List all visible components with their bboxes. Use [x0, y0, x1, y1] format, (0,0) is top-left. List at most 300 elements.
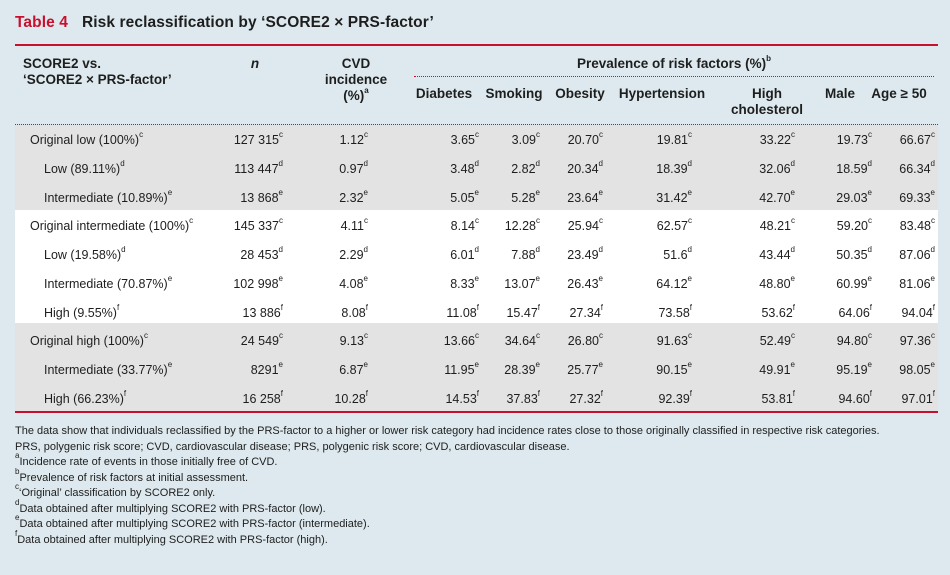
cell-obesity-footnote: c: [599, 215, 603, 225]
cell-obesity-value: 23.49: [567, 248, 599, 262]
cell-hypertension: [656, 359, 692, 377]
row-label-footnote: e: [167, 273, 173, 283]
table-row: [15, 385, 938, 414]
cell-hypertension: [658, 388, 692, 406]
cell-hypertension: [656, 273, 692, 291]
header-n: n: [250, 56, 260, 71]
row-label-footnote: d: [120, 158, 125, 168]
cell-male-footnote: e: [867, 187, 872, 197]
cell-smoking-value: 28.39: [504, 363, 536, 377]
cell-hypertension-footnote: e: [687, 273, 692, 283]
cell-cvd-incidence-footnote: e: [363, 359, 368, 369]
cell-n-footnote: d: [278, 244, 283, 254]
footnote-b-mark: b: [15, 466, 20, 476]
cell-hypertension-footnote: f: [689, 388, 692, 398]
header-diabetes: Diabetes: [415, 86, 473, 101]
row-label-text: High (66.23%): [44, 392, 124, 406]
cell-age-50-footnote: d: [930, 158, 935, 168]
cell-cvd-incidence: [339, 129, 368, 147]
cell-smoking: [506, 388, 540, 406]
cell-diabetes-value: 14.53: [445, 392, 477, 406]
cell-age-50: [901, 302, 935, 320]
cell-age-50-value: 81.06: [899, 277, 931, 291]
cell-age-50-footnote: c: [931, 215, 935, 225]
cell-diabetes-value: 13.66: [443, 334, 475, 348]
row-label: [44, 302, 120, 320]
cell-cvd-incidence-footnote: c: [364, 215, 368, 225]
cell-diabetes: [445, 388, 479, 406]
cell-age-50: [899, 244, 935, 262]
cell-male: [836, 359, 872, 377]
cell-high-cholesterol: [761, 302, 795, 320]
cell-diabetes: [450, 129, 479, 147]
cell-male: [836, 273, 872, 291]
cell-high-cholesterol-value: 49.91: [759, 363, 791, 377]
cell-obesity-footnote: e: [598, 359, 603, 369]
footnote-f-mark: f: [15, 528, 18, 538]
cell-high-cholesterol-footnote: e: [790, 273, 795, 283]
cell-male-value: 94.80: [836, 334, 868, 348]
cell-diabetes-footnote: e: [474, 359, 479, 369]
cell-obesity-footnote: c: [599, 330, 603, 340]
cell-obesity-value: 27.34: [569, 306, 601, 320]
prevalence-rule: [414, 76, 934, 77]
cell-male: [836, 187, 872, 205]
cell-high-cholesterol-value: 33.22: [759, 133, 791, 147]
cell-hypertension: [656, 158, 692, 176]
cell-high-cholesterol-footnote: c: [791, 129, 795, 139]
header-group-line2: ‘SCORE2 × PRS-factor’: [23, 72, 172, 87]
cell-age-50-value: 97.36: [899, 334, 931, 348]
table-row: [15, 212, 938, 241]
cell-obesity-value: 25.77: [567, 363, 599, 377]
header-cholesterol-line1: High: [752, 86, 782, 101]
row-label-footnote: c: [189, 215, 194, 225]
cell-age-50-footnote: e: [930, 273, 935, 283]
cell-high-cholesterol: [759, 158, 795, 176]
cell-cvd-incidence: [339, 187, 368, 205]
cell-smoking-footnote: e: [535, 187, 540, 197]
header-age: Age ≥ 50: [871, 86, 927, 101]
cell-cvd-incidence-value: 10.28: [334, 392, 366, 406]
cell-obesity: [567, 158, 603, 176]
cell-cvd-incidence-value: 6.87: [339, 363, 364, 377]
cell-obesity-footnote: e: [598, 187, 603, 197]
cell-cvd-incidence: [339, 158, 368, 176]
cell-high-cholesterol: [759, 215, 795, 233]
cell-age-50: [899, 273, 935, 291]
cell-high-cholesterol-value: 42.70: [759, 191, 791, 205]
row-label-text: Original high (100%): [30, 334, 144, 348]
cell-diabetes: [450, 215, 479, 233]
cell-n-footnote: e: [278, 273, 283, 283]
header-obesity: Obesity: [555, 86, 605, 101]
cell-high-cholesterol-value: 32.06: [759, 162, 791, 176]
cell-cvd-incidence: [339, 359, 368, 377]
cell-male-value: 29.03: [836, 191, 868, 205]
header-group: [23, 56, 172, 88]
cell-obesity: [569, 302, 603, 320]
row-label-text: Intermediate (70.87%): [44, 277, 168, 291]
row-label: [44, 388, 127, 406]
row-label-footnote: e: [167, 359, 173, 369]
cell-cvd-incidence-footnote: e: [363, 187, 368, 197]
cell-diabetes-footnote: c: [475, 330, 479, 340]
cell-high-cholesterol: [759, 359, 795, 377]
header-cholesterol-line2: cholesterol: [730, 102, 804, 117]
cell-male: [836, 158, 872, 176]
cell-hypertension-footnote: c: [688, 129, 692, 139]
footnote-d-text: Data obtained after multiplying SCORE2 with PRS-factor (low).: [19, 502, 326, 515]
cell-male-footnote: c: [868, 215, 872, 225]
cell-smoking-value: 7.88: [511, 248, 536, 262]
cell-smoking-footnote: c: [536, 129, 540, 139]
cell-diabetes: [450, 158, 479, 176]
cell-high-cholesterol-footnote: f: [792, 388, 795, 398]
table-row: [15, 270, 938, 299]
cell-male-value: 18.59: [836, 162, 868, 176]
cell-cvd-incidence: [334, 388, 368, 406]
table-row: [15, 356, 938, 385]
table-row: [15, 184, 938, 213]
cell-diabetes: [450, 273, 479, 291]
cell-age-50-value: 97.01: [901, 392, 933, 406]
cell-age-50: [901, 388, 935, 406]
header-smoking: Smoking: [485, 86, 543, 101]
row-label: [44, 244, 126, 262]
footnote-e: [15, 513, 940, 533]
cell-age-50-value: 94.04: [901, 306, 933, 320]
cell-n-value: 102 998: [233, 277, 279, 291]
cell-male: [836, 215, 872, 233]
cell-cvd-incidence-footnote: c: [364, 129, 368, 139]
cell-n: [233, 215, 283, 233]
cell-smoking-footnote: f: [537, 302, 540, 312]
cell-diabetes-footnote: c: [475, 215, 479, 225]
cell-diabetes-value: 3.48: [450, 162, 475, 176]
cell-high-cholesterol-value: 53.62: [761, 306, 793, 320]
footnote-abbreviations: PRS, polygenic risk score; CVD, cardiovascular disease; PRS, polygenic risk score; CVD, cardiovascular disease.: [15, 440, 570, 453]
cell-smoking-value: 13.07: [504, 277, 536, 291]
row-label-footnote: f: [116, 302, 120, 312]
cell-male-value: 50.35: [836, 248, 868, 262]
cell-high-cholesterol-footnote: e: [790, 187, 795, 197]
cell-smoking-value: 12.28: [504, 219, 536, 233]
cell-obesity: [567, 330, 603, 348]
footnote-b: [15, 466, 940, 487]
cell-n-value: 145 337: [233, 219, 279, 233]
table-row: [15, 241, 938, 270]
cell-age-50-value: 69.33: [899, 191, 931, 205]
cell-high-cholesterol-footnote: e: [790, 359, 795, 369]
cell-n-value: 24 549: [240, 334, 279, 348]
cell-diabetes-value: 8.14: [450, 219, 475, 233]
cell-male: [836, 244, 872, 262]
cell-diabetes-value: 11.08: [446, 306, 477, 320]
cell-n-footnote: d: [278, 158, 283, 168]
cell-hypertension-value: 73.58: [658, 306, 690, 320]
cell-diabetes: [444, 359, 479, 377]
cell-high-cholesterol-value: 43.44: [759, 248, 791, 262]
row-label-text: Low (19.58%): [44, 248, 122, 262]
cell-cvd-incidence: [339, 273, 368, 291]
cell-hypertension-footnote: d: [687, 244, 692, 254]
cell-cvd-incidence-footnote: f: [365, 302, 368, 312]
cell-high-cholesterol-footnote: f: [792, 302, 795, 312]
table-row: [15, 299, 938, 328]
cell-n: [233, 273, 283, 291]
cell-hypertension-footnote: e: [687, 359, 692, 369]
cell-diabetes-value: 11.95: [444, 363, 475, 377]
cell-n-value: 8291: [250, 363, 279, 377]
cell-male-value: 95.19: [836, 363, 868, 377]
cell-age-50-footnote: f: [932, 302, 935, 312]
header-male: Male: [824, 86, 855, 101]
footnote-c: [15, 482, 940, 502]
cell-smoking-footnote: e: [535, 359, 540, 369]
top-rule: [15, 44, 938, 46]
cell-obesity: [567, 244, 603, 262]
cell-obesity-footnote: d: [598, 244, 603, 254]
footnote-e-mark: e: [15, 513, 20, 523]
cell-n-footnote: f: [280, 302, 283, 312]
cell-smoking-footnote: d: [535, 244, 540, 254]
cell-male-footnote: c: [868, 330, 872, 340]
cell-smoking-footnote: f: [537, 388, 540, 398]
cell-cvd-incidence-footnote: d: [363, 158, 368, 168]
cell-n: [242, 302, 283, 320]
header-group-line1: SCORE2 vs.: [23, 56, 102, 71]
row-label-text: High (9.55%): [44, 306, 117, 320]
cell-hypertension: [656, 330, 692, 348]
footnote-e-text: Data obtained after multiplying SCORE2 with PRS-factor (intermediate).: [19, 518, 370, 530]
cell-n: [242, 388, 283, 406]
row-label: [30, 330, 148, 348]
cell-age-50-footnote: e: [930, 187, 935, 197]
cell-obesity-value: 20.34: [567, 162, 599, 176]
cell-diabetes-footnote: d: [474, 158, 479, 168]
cell-n-value: 13 868: [240, 191, 279, 205]
cell-age-50-footnote: c: [931, 129, 935, 139]
cell-high-cholesterol: [759, 273, 795, 291]
table-caption: [15, 14, 434, 32]
row-label: [44, 158, 125, 176]
cell-smoking: [504, 330, 540, 348]
cell-n-value: 16 258: [242, 392, 281, 406]
cell-male: [836, 129, 872, 147]
row-label-footnote: f: [123, 388, 127, 398]
cell-hypertension-footnote: d: [687, 158, 692, 168]
row-label-text: Original low (100%): [30, 133, 140, 147]
bottom-rule: [15, 411, 938, 413]
cell-hypertension-value: 19.81: [656, 133, 688, 147]
footnote-a: [15, 451, 940, 471]
cell-hypertension: [656, 187, 692, 205]
cell-n-value: 13 886: [242, 306, 281, 320]
header-prevalence-footnote: b: [766, 53, 771, 63]
row-label: [44, 359, 173, 377]
cell-smoking: [511, 187, 540, 205]
row-label: [30, 215, 194, 233]
table-row: [15, 327, 938, 356]
header-cvd-line1: CVD: [341, 56, 371, 71]
cell-high-cholesterol-footnote: d: [790, 244, 795, 254]
cell-age-50: [899, 187, 935, 205]
cell-smoking: [511, 158, 540, 176]
cell-hypertension-footnote: f: [689, 302, 692, 312]
row-label: [44, 187, 173, 205]
footnote-f-text: Data obtained after multiplying SCORE2 with PRS-factor (high).: [17, 533, 328, 546]
cell-male-footnote: c: [868, 129, 872, 139]
cell-smoking: [511, 129, 540, 147]
cell-male-footnote: d: [867, 244, 872, 254]
cell-cvd-incidence-value: 1.12: [339, 133, 364, 147]
cell-age-50-footnote: c: [931, 330, 935, 340]
cell-diabetes: [450, 244, 479, 262]
cell-obesity-value: 20.70: [567, 133, 599, 147]
cell-smoking-value: 3.09: [511, 133, 536, 147]
footnote-b-text: Prevalence of risk factors at initial assessment.: [19, 471, 249, 484]
cell-hypertension: [658, 302, 692, 320]
cell-male-footnote: f: [869, 388, 872, 398]
header-cholesterol: [722, 86, 812, 118]
row-label-text: Original intermediate (100%): [30, 219, 190, 233]
cell-smoking-value: 15.47: [506, 306, 538, 320]
cell-diabetes-footnote: e: [474, 273, 479, 283]
cell-obesity-value: 25.94: [567, 219, 599, 233]
table-title: Risk reclassification by ‘SCORE2 × PRS-factor’: [81, 14, 434, 31]
cell-smoking-value: 37.83: [506, 392, 538, 406]
header-hypertension: Hypertension: [618, 86, 706, 101]
table-footnotes: [15, 424, 940, 548]
cell-n: [250, 359, 283, 377]
row-label-text: Intermediate (33.77%): [44, 363, 168, 377]
cell-smoking: [504, 273, 540, 291]
cell-diabetes-value: 8.33: [450, 277, 475, 291]
cell-male-footnote: f: [869, 302, 872, 312]
cell-hypertension-value: 62.57: [656, 219, 688, 233]
cell-cvd-incidence-value: 8.08: [341, 306, 366, 320]
table-row: [15, 155, 938, 184]
cell-smoking-footnote: d: [535, 158, 540, 168]
cell-smoking-footnote: c: [536, 330, 540, 340]
cell-male-value: 59.20: [836, 219, 868, 233]
cell-male-value: 60.99: [836, 277, 868, 291]
cell-diabetes-value: 5.05: [450, 191, 475, 205]
cell-hypertension-value: 64.12: [656, 277, 688, 291]
footnote-c-text: ‘Original’ classification by SCORE2 only.: [19, 487, 216, 499]
cell-male: [838, 302, 872, 320]
cell-high-cholesterol: [759, 330, 795, 348]
cell-male: [836, 330, 872, 348]
cell-smoking-value: 5.28: [511, 191, 536, 205]
cell-high-cholesterol: [759, 129, 795, 147]
row-label-text: Intermediate (10.89%): [44, 191, 168, 205]
cell-diabetes-value: 6.01: [450, 248, 475, 262]
cell-high-cholesterol-footnote: c: [791, 215, 795, 225]
cell-age-50: [899, 359, 935, 377]
cell-obesity: [567, 273, 603, 291]
cell-hypertension-value: 91.63: [656, 334, 688, 348]
footnote-f: [15, 528, 940, 549]
cell-smoking-footnote: c: [536, 215, 540, 225]
cell-hypertension-value: 51.6: [663, 248, 688, 262]
row-label: [30, 129, 144, 147]
footnote-a-text: Incidence rate of events in those initially free of CVD.: [19, 456, 278, 468]
cell-diabetes-footnote: d: [474, 244, 479, 254]
cell-obesity-value: 27.32: [569, 392, 601, 406]
cell-male-footnote: e: [867, 359, 872, 369]
cell-cvd-incidence: [340, 215, 368, 233]
cell-cvd-incidence: [341, 302, 368, 320]
cell-obesity-footnote: f: [600, 302, 603, 312]
cell-age-50-value: 98.05: [899, 363, 931, 377]
header-cvd: [316, 56, 396, 104]
cell-cvd-incidence: [339, 244, 368, 262]
row-label-footnote: c: [143, 330, 148, 340]
cell-cvd-incidence-footnote: f: [365, 388, 368, 398]
cell-diabetes-footnote: e: [474, 187, 479, 197]
cell-hypertension-footnote: c: [688, 330, 692, 340]
cell-smoking: [506, 302, 540, 320]
header-cvd-line3: (%): [343, 88, 365, 103]
cell-n-footnote: c: [279, 215, 283, 225]
cell-diabetes-footnote: c: [475, 129, 479, 139]
row-label-text: Low (89.11%): [44, 162, 121, 176]
cell-male-footnote: d: [867, 158, 872, 168]
cell-high-cholesterol-footnote: d: [790, 158, 795, 168]
cell-n-value: 28 453: [240, 248, 279, 262]
header-prevalence: [414, 53, 934, 72]
cell-n: [240, 187, 283, 205]
cell-hypertension: [656, 129, 692, 147]
cell-smoking: [504, 215, 540, 233]
cell-high-cholesterol-footnote: c: [791, 330, 795, 340]
cell-high-cholesterol-value: 48.80: [759, 277, 791, 291]
cell-hypertension: [656, 215, 692, 233]
cell-n: [233, 129, 283, 147]
cell-hypertension: [663, 244, 692, 262]
cell-n: [234, 158, 283, 176]
cell-hypertension-value: 18.39: [656, 162, 688, 176]
cell-n-footnote: c: [279, 129, 283, 139]
cell-smoking-footnote: e: [535, 273, 540, 283]
cell-obesity: [567, 187, 603, 205]
cell-high-cholesterol: [759, 244, 795, 262]
cell-n-footnote: e: [278, 187, 283, 197]
cell-n-footnote: f: [280, 388, 283, 398]
row-label-footnote: c: [139, 129, 144, 139]
row-label: [44, 273, 173, 291]
cell-diabetes-footnote: f: [476, 388, 479, 398]
footnote-d-mark: d: [15, 497, 20, 507]
cell-male: [838, 388, 872, 406]
cell-age-50: [899, 330, 935, 348]
cell-high-cholesterol-value: 53.81: [761, 392, 793, 406]
cell-hypertension-footnote: e: [687, 187, 692, 197]
cell-high-cholesterol-value: 52.49: [759, 334, 791, 348]
footnote-c-mark: c: [15, 482, 19, 492]
cell-cvd-incidence-value: 4.11: [340, 219, 364, 233]
cell-male-value: 19.73: [836, 133, 868, 147]
cell-cvd-incidence-value: 9.13: [339, 334, 364, 348]
cell-cvd-incidence-footnote: c: [364, 330, 368, 340]
cell-smoking: [511, 244, 540, 262]
table-row: [15, 126, 938, 155]
cell-male-value: 94.60: [838, 392, 870, 406]
cell-hypertension-value: 90.15: [656, 363, 688, 377]
cell-age-50-value: 66.34: [899, 162, 931, 176]
